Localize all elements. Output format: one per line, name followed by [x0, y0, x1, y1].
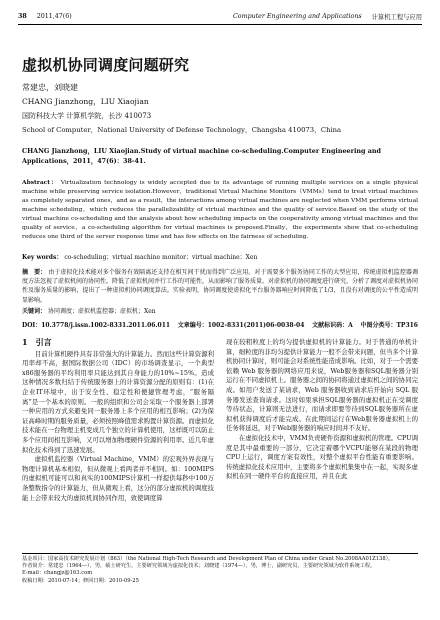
- doi: DOI：10.3778/j.issn.1002-8331.2011.06.011: [22, 322, 171, 329]
- keywords-en: [22, 252, 418, 261]
- section-heading: 1 引言: [22, 337, 52, 347]
- footnote: [22, 553, 418, 585]
- zh-abstract-label: 摘 要：: [22, 269, 47, 276]
- abstract-cn: [22, 268, 418, 305]
- keywords-text: co-scheduling；virtual machine monitor；virtual machine；Xen: [64, 254, 258, 261]
- affiliation-en: School of Computer，National University of Defense Technology，Changsha 410073，China: [22, 126, 342, 134]
- article-id: 文章编号：1002-8331(2011)06-0038-04: [177, 322, 305, 329]
- issue-info: 2011,47(6): [36, 12, 72, 20]
- received-dates: 收稿日期：2010-07-14；修回日期：2010-09-25: [22, 577, 139, 584]
- zh-keywords-label: 关键词：: [22, 308, 47, 315]
- authors-cn: 常建忠，刘晓建: [22, 83, 78, 92]
- zh-abstract-text: 由于虚拟化技术能对多个服务有效隔离还支持在相互间干扰而得到广泛应用。对于需要多个服务协同工作的大型应用，传统虚拟机监控器调度方法忽视了虚拟机间的协同性，降低了虚拟机间并行工作的可能性，从而影响了服务质量。对虚拟机的协同调度进行研究，分析了调度对虚拟机协同性及服务质量的影响，提出了一种虚拟机协同调度算法。实验表明，协同调度使虚拟化平台服务器响应时间降低了1/3，且没有对调度的公平性造成明显影响。: [22, 269, 419, 304]
- class-number: 中图分类号：TP316: [360, 322, 418, 329]
- email: E-mail：changjz@163.com: [22, 570, 93, 577]
- abstract-label: Abstract：: [22, 179, 58, 186]
- page-header: [18, 10, 422, 25]
- keywords-cn: [22, 306, 418, 315]
- journal-name-cn: 计算机工程与应用: [371, 13, 422, 21]
- column-right: [226, 338, 418, 482]
- paragraph: 在虚拟化技术中，VMM负责硬件资源和虚拟机的管理。CPU调度是其中最重要的一部分，它决定着哪个VCPU能够在某段的物理CPU上运行，调度方案有效性，对整个虚拟平台性能有重要影响。传统虚拟化技术应用中，主要将多个虚拟机集集中在一起，实现多虚拟机在同一硬件平台的直接应用，并且在此: [226, 433, 418, 481]
- paper-title: 虚拟机协同调度问题研究: [22, 56, 190, 74]
- zh-keywords-text: 协同调度；虚拟机监控器；虚拟机；Xen: [47, 308, 156, 315]
- column-left: [22, 338, 214, 503]
- journal-name-en: Computer Engineering and Applications: [232, 12, 362, 20]
- article-meta: [22, 320, 418, 329]
- authors-en: CHANG Jianzhong，LIU Xiaojian: [22, 97, 149, 106]
- author-bio: 作者简介：常建忠（1964—），男，硕士研究生，主要研究领域为虚拟化技术；刘晓建（1974—），男，博士，副研究员，主要研究领域为软件系统工程。: [22, 563, 376, 570]
- keywords-label: Key words：: [22, 254, 63, 261]
- abstract-text: Virtualization technology is widely accepted due to its advantage of running multiple services on a single physical machine while preserving service isolation.However，traditional Virtual Machine Monitors（VMMs）tend to treat virtual machines as completely separated ones，and as a result，the interactions among virtual machines are neglected when VMM performs virtual machine scheduling，which reduces the parallelizability of virtual machines and the quality of service.Based on the study of the virtual machine co-scheduling and the analysis about how scheduling impacts on the cooperativity among virtual machines and the quality of service，a co-scheduling algorithm for virtual machines is proposed.Finally，the experiments show that co-scheduling reduces one third of the server response time and has few effects on the fairness of scheduling.: [22, 180, 419, 240]
- affiliation-cn: 国防科技大学 计算机学院，长沙 410073: [22, 112, 152, 120]
- paragraph: 现在较粗粒度上的均匀提供虚拟机的计算能力。对于普通的单机计算，细粒度的非均匀提供计算能力一般不会带来问题，但当多个计算机协同计算时，则可能会对系统性能造成影响。比如，对于一个需要依赖 Web 服务器的网络应用来说，Web服务器和SQL服务器分别运行在不同虚拟机上。服务器之间的协同将通过虚拟机之间的协同完成。如用户发送了某请求，Web 服务器收到请求后开始向 SQL 服务器发送查询请求。这时如果承担SQL服务器的虚拟机正在受调度等待状态，计算则无法进行，而请求即要等待到SQL服务器所在虚拟机获得调度后才能完成。在此期间运行在Web服务器虚拟机上的任务将延迟，对于Web服务器的响应时间并不友好。: [226, 338, 418, 433]
- page-number: 38: [18, 12, 27, 20]
- doc-code: 文献标识码：A: [312, 322, 353, 329]
- abstract-en: [22, 178, 418, 242]
- paragraph: 虚拟机监控器（Virtual Machine，VMM）的宏观外界表现与物理计算机基本相似，但从微观上看两者并不相同。如：100MIPS的虚拟机可能可以和真实的100MIPS计算机一样提供每秒中100万条整数指令的计算能力，但从微观上看，这分的部分虚拟机的调度技能上会带来较大的虚拟机间协同作用，致使调度算: [22, 455, 214, 502]
- fund-note: 基金项目：国家高技术研究发展计划（863）（the National High-Tech Research and Development Plan of China under Grant No.2008AA01Z138）。: [22, 556, 394, 562]
- paragraph: 目前计算机硬件具有非常强大的计算能力。然而这些计算资源利用率却不高，据国际数据公司（IDC）的市场调查显示，一个典型x86服务器的平均利用率只能达到其自身能力的10%~15%。造成这种情况多数归结于传统服务器上的计算资源分配的原则有：(1)在企业IT环境中，出于安全性、稳定性和便捷管理考虑，“服务隔离”是一个基本的原则。一般的组织和公司会采取一个服务器上部署一种应用的方式来避免同一服务器上多个应用的相互影响；(2)为保证高峰时期的服务质量，必须按照峰值需求购置计算资源。而虚拟化技术能在一台物理主机变成几个独立的计算机使用，这样既可以防止多个应用间相互影响，又可以增加物理硬件资源的利用率。近几年虚拟化技术得到了迅速发展。: [22, 349, 214, 454]
- citation: CHANG Jianzhong，LIU Xiaojian.Study of virtual machine co-scheduling.Computer Engineering and Applications，2011，47(6)：38-41.: [22, 147, 382, 165]
